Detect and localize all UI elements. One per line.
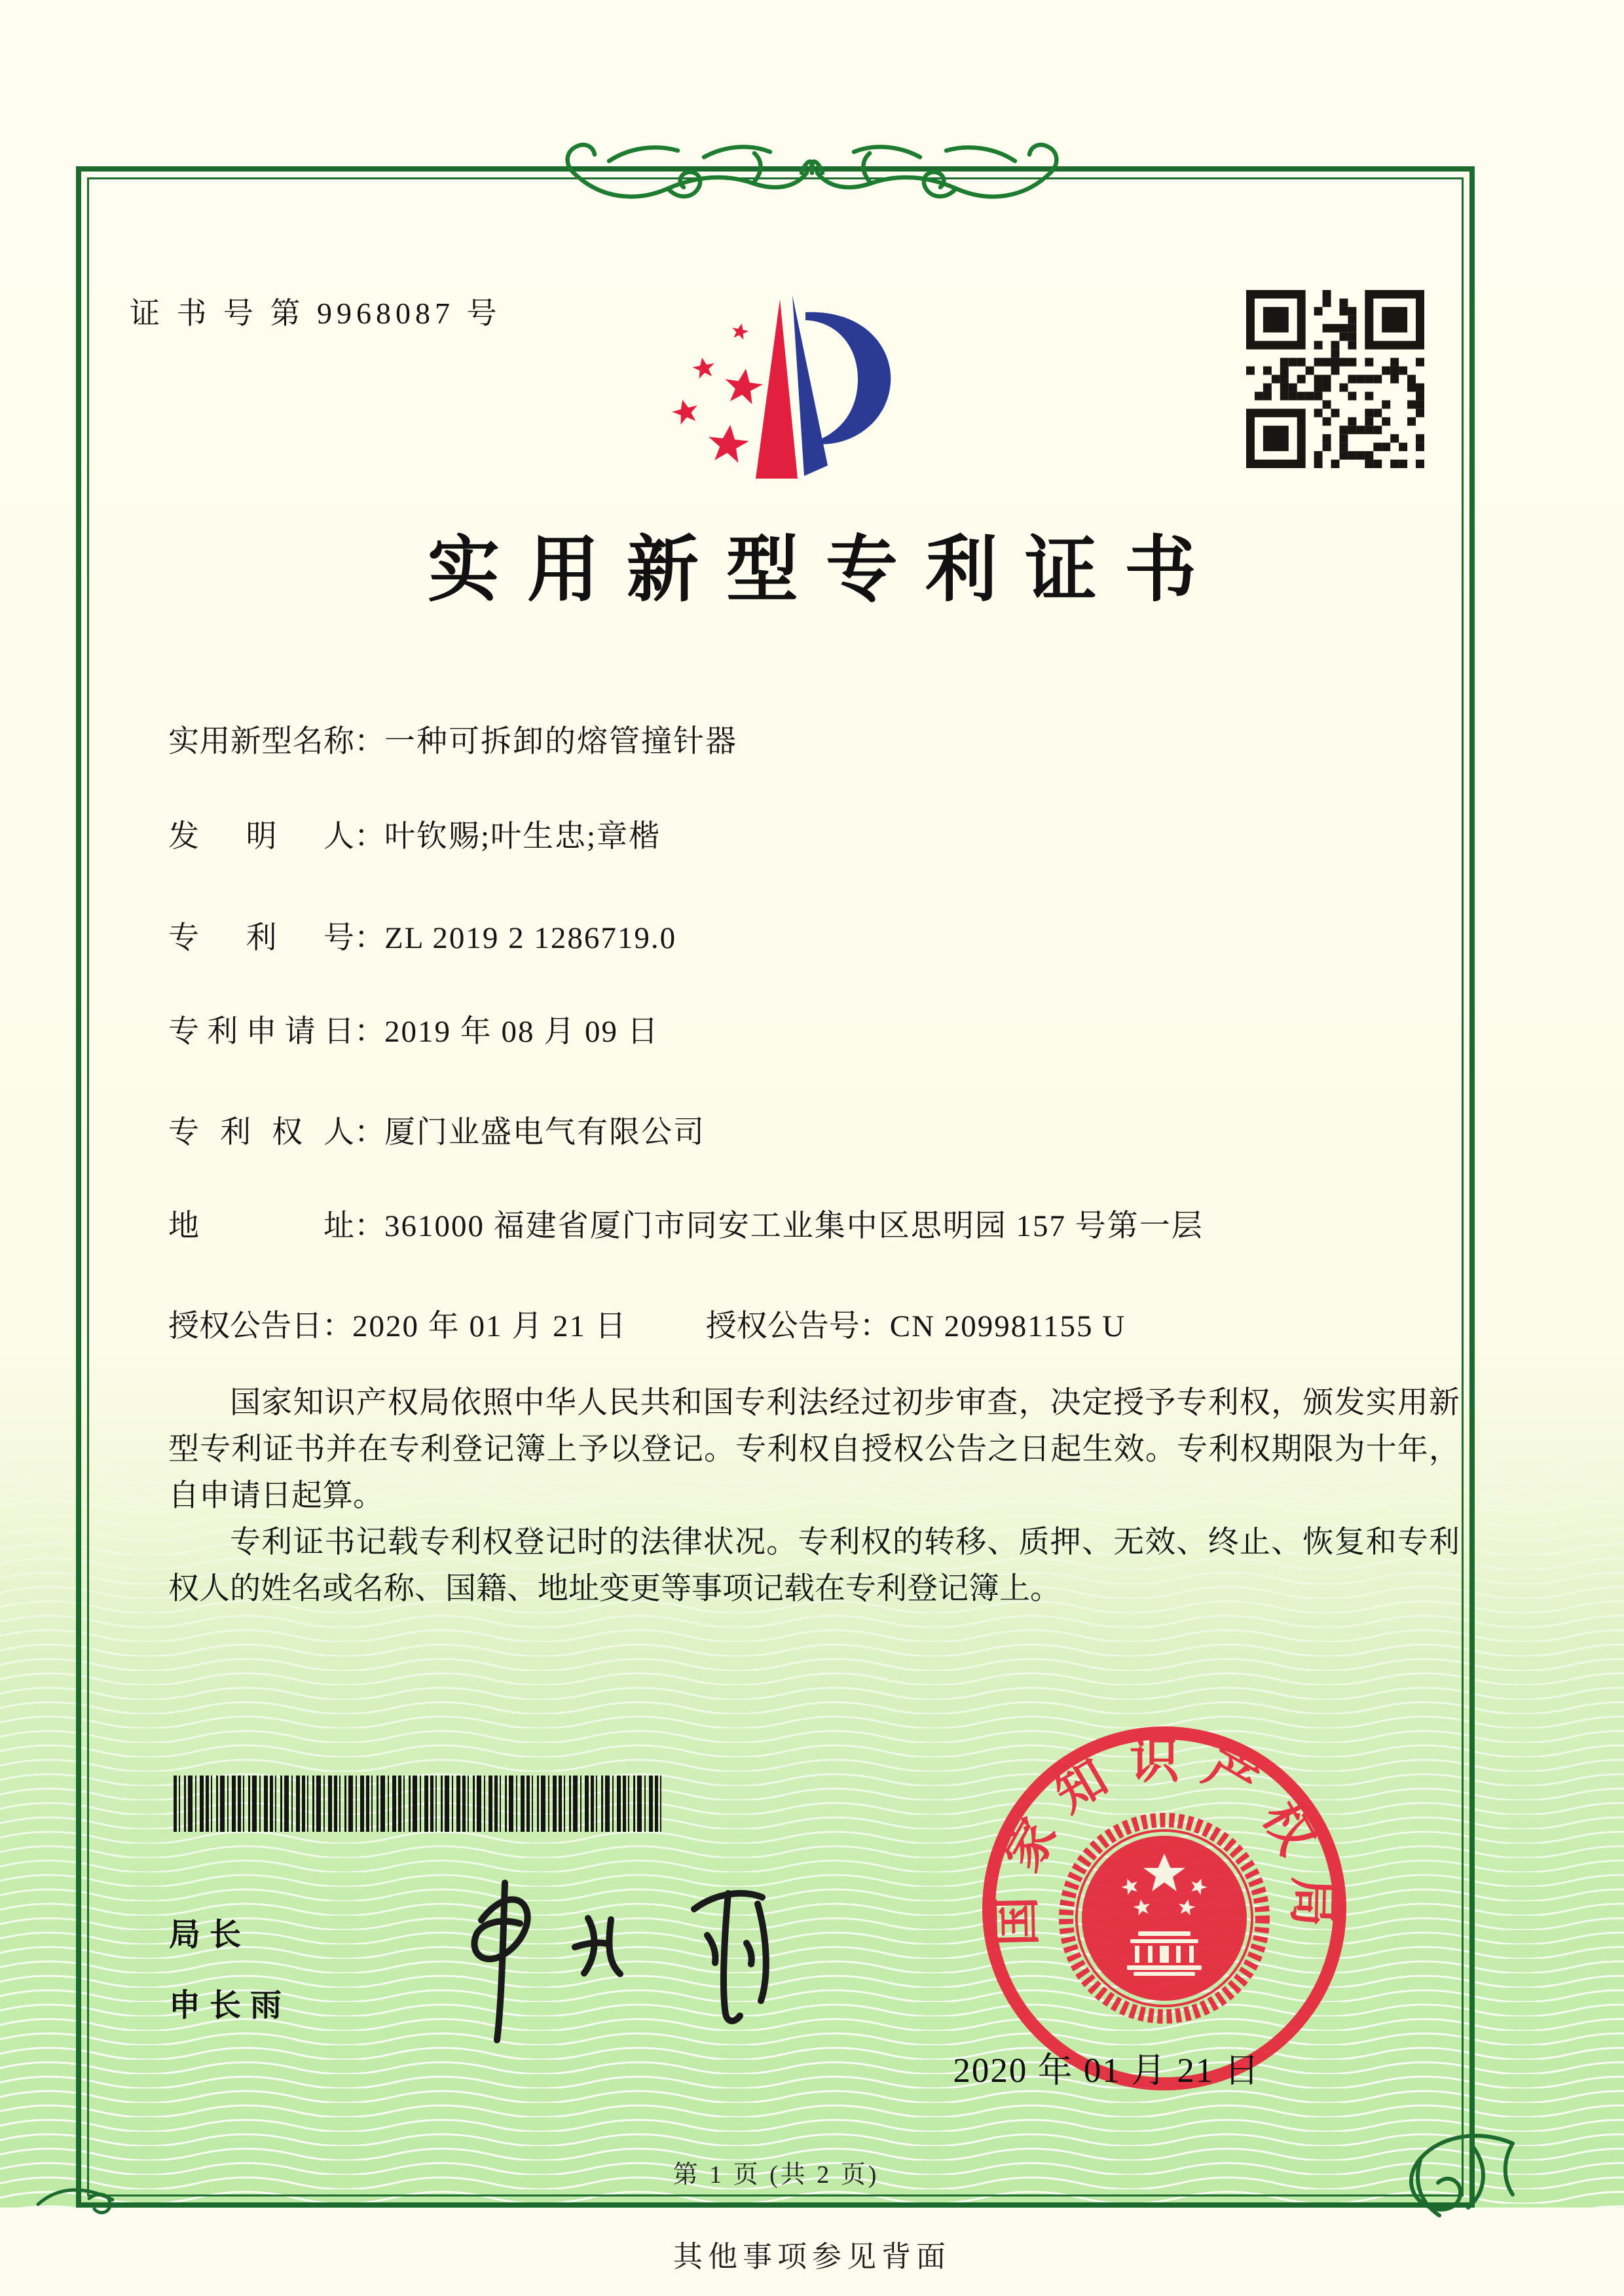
field-colon: ：	[859, 1309, 891, 1343]
field-value: 一种可拆卸的熔管撞针器	[384, 725, 737, 759]
back-note: 其他事项参见背面	[673, 2240, 951, 2273]
seal-date: 2020 年 01 月 21 日	[953, 2052, 1261, 2090]
field-row-filing-date	[168, 1007, 659, 1051]
director-name: 申长雨	[169, 1988, 291, 2023]
field-colon: ：	[322, 1309, 353, 1343]
body-paragraph-1: 国家知识产权局依照中华人民共和国专利法经过初步审查，决定授予专利权，颁发实用新型专利证书并在专利登记簿上予以登记。专利权自授权公告之日起生效。专利权期限为十年，自申请日起算。	[168, 1386, 1460, 1513]
legal-text-block	[168, 1380, 1460, 1613]
field-colon: ：	[354, 820, 385, 854]
barcode	[174, 1776, 663, 1832]
certificate-number: 证 书 号 第 9968087 号	[130, 297, 502, 330]
field-label: 地址	[168, 1209, 354, 1243]
cnipa-logo	[650, 272, 912, 488]
field-row-patent-no	[168, 913, 676, 957]
director-title: 局长	[169, 1918, 251, 1952]
field-colon: ：	[354, 725, 385, 759]
certificate-title: 实用新型专利证书	[428, 530, 1224, 610]
field-value: 叶钦赐;叶生忠;章楷	[384, 820, 661, 854]
field-label: 实用新型名称	[168, 725, 354, 759]
field-row-patentee	[168, 1108, 705, 1152]
director-signature	[419, 1858, 838, 2061]
field-row-inventor	[168, 812, 661, 856]
national-emblem	[1066, 1820, 1263, 2016]
field-value: ZL 2019 2 1286719.0	[384, 921, 677, 955]
field-colon: ：	[354, 1209, 385, 1243]
field-colon: ：	[354, 1015, 385, 1049]
grant-no-value: CN 209981155 U	[889, 1309, 1126, 1343]
field-colon: ：	[354, 1116, 385, 1150]
field-row-grant	[168, 1302, 1126, 1345]
field-colon: ：	[354, 921, 385, 955]
field-label: 发明人	[168, 820, 354, 854]
field-value: 厦门业盛电气有限公司	[384, 1116, 705, 1150]
field-label: 专利申请日	[168, 1015, 354, 1049]
body-paragraph-2: 专利证书记载专利权登记时的法律状况。专利权的转移、质押、无效、终止、恢复和专利权人的姓名或名称、国籍、地址变更等事项记载在专利登记簿上。	[168, 1525, 1460, 1606]
grant-date-label: 授权公告日	[168, 1309, 322, 1343]
qr-code	[1246, 290, 1424, 468]
field-value: 2019 年 08 月 09 日	[384, 1015, 659, 1049]
field-label: 专利权人	[168, 1116, 354, 1150]
field-row-name	[168, 717, 737, 761]
field-row-address	[168, 1201, 1204, 1245]
page-number: 第 1 页 (共 2 页)	[673, 2161, 879, 2189]
field-value: 361000 福建省厦门市同安工业集中区思明园 157 号第一层	[384, 1209, 1204, 1243]
field-label: 专利号	[168, 921, 354, 955]
grant-no-label: 授权公告号	[705, 1309, 860, 1343]
seal-text: 国家知识产权局	[988, 1734, 1340, 1947]
grant-date-value: 2020 年 01 月 21 日	[352, 1309, 627, 1343]
